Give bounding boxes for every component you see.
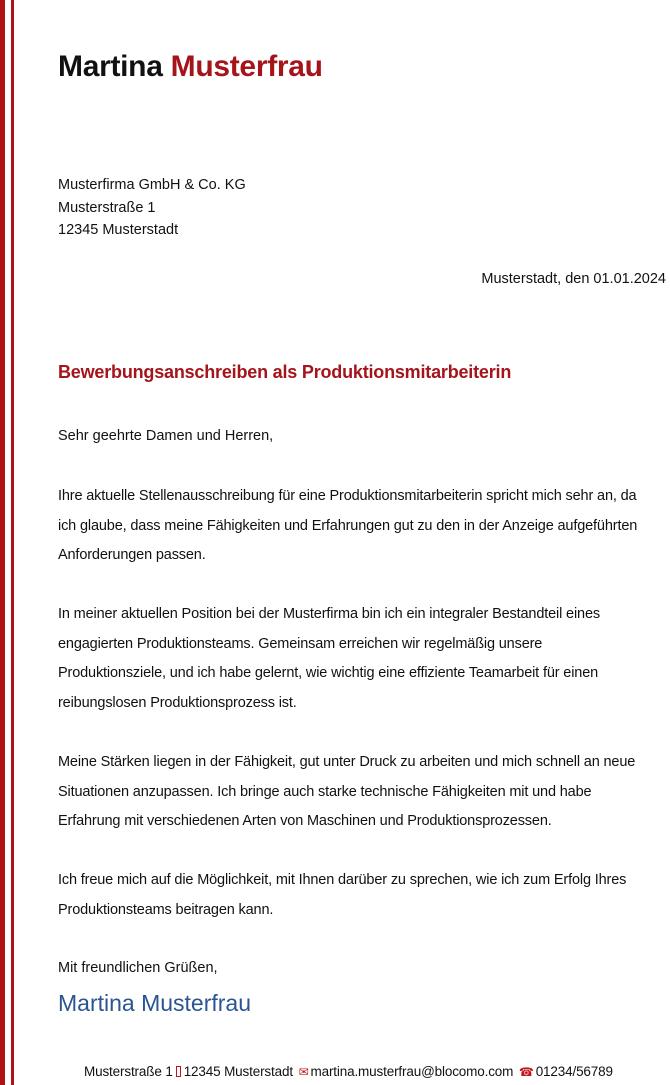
sender-name-header xyxy=(58,50,323,84)
recipient-city: 12345 Musterstadt xyxy=(58,222,179,238)
footer-phone[interactable]: 01234/56789 xyxy=(535,1064,613,1079)
closing: Mit freundlichen Grüßen, xyxy=(58,960,218,976)
separator-icon xyxy=(176,1066,181,1077)
footer-email[interactable]: martina.musterfrau@blocomo.com xyxy=(310,1064,514,1079)
recipient-company: Musterfirma GmbH & Co. KG xyxy=(58,177,246,193)
recipient-address xyxy=(58,174,246,242)
body-line: Meine Stärken liegen in der Fähigkeit, gut unter Druck zu arbeiten und mich schnell an neue xyxy=(58,754,636,770)
signature: Martina Musterfrau xyxy=(58,990,252,1016)
salutation: Sehr geehrte Damen und Herren, xyxy=(58,428,274,444)
body-line: Ihre aktuelle Stellenausschreibung für eine Produktionsmitarbeiterin spricht mich sehr an, da xyxy=(58,488,637,504)
left-accent-bar-thick xyxy=(0,0,5,1085)
telephone-icon: ☎ xyxy=(518,1065,534,1079)
letter-date: Musterstadt, den 01.01.2024 xyxy=(481,271,666,287)
envelope-icon: ✉ xyxy=(298,1065,309,1079)
footer-contact xyxy=(84,1064,613,1079)
body-line: engagierten Produktionsteams. Gemeinsam erreichen wir regelmäßig unsere xyxy=(58,635,543,652)
body-line: reibungslosen Produktionsprozess ist. xyxy=(58,694,297,711)
body-line: Situationen anzupassen. Ich bringe auch starke technische Fähigkeiten mit und habe xyxy=(58,783,592,800)
body-paragraph-4 xyxy=(58,866,670,925)
body-line: Erfahrung mit verschiedenen Arten von Maschinen und Produktionsprozessen. xyxy=(58,813,552,829)
footer-city: 12345 Musterstadt xyxy=(183,1064,293,1079)
body-paragraph-3 xyxy=(58,748,670,837)
body-line: Anforderungen passen. xyxy=(58,547,206,563)
body-line: Ich freue mich auf die Möglichkeit, mit Ihnen darüber zu sprechen, wie ich zum Erfolg Ihres xyxy=(58,872,627,888)
body-line: Produktionsteams beitragen kann. xyxy=(58,901,274,918)
letter-subject: Bewerbungsanschreiben als Produktionsmitarbeiterin xyxy=(58,362,512,382)
left-accent-bar-thin xyxy=(11,0,14,1085)
body-line: Produktionsziele, und ich habe gelernt, wie wichtig eine effiziente Teamarbeit für einen xyxy=(58,665,599,681)
body-line: ich glaube, dass meine Fähigkeiten und Erfahrungen gut zu den in der Anzeige aufgeführten xyxy=(58,517,638,534)
body-paragraph-2 xyxy=(58,600,670,718)
sender-last-name: Musterfrau xyxy=(170,50,323,83)
sender-first-name: Martina xyxy=(58,50,163,83)
body-line: In meiner aktuellen Position bei der Musterfirma bin ich ein integraler Bestandteil eines xyxy=(58,606,600,622)
recipient-street: Musterstraße 1 xyxy=(58,199,156,216)
footer-street: Musterstraße 1 xyxy=(84,1064,173,1079)
body-paragraph-1 xyxy=(58,482,670,571)
